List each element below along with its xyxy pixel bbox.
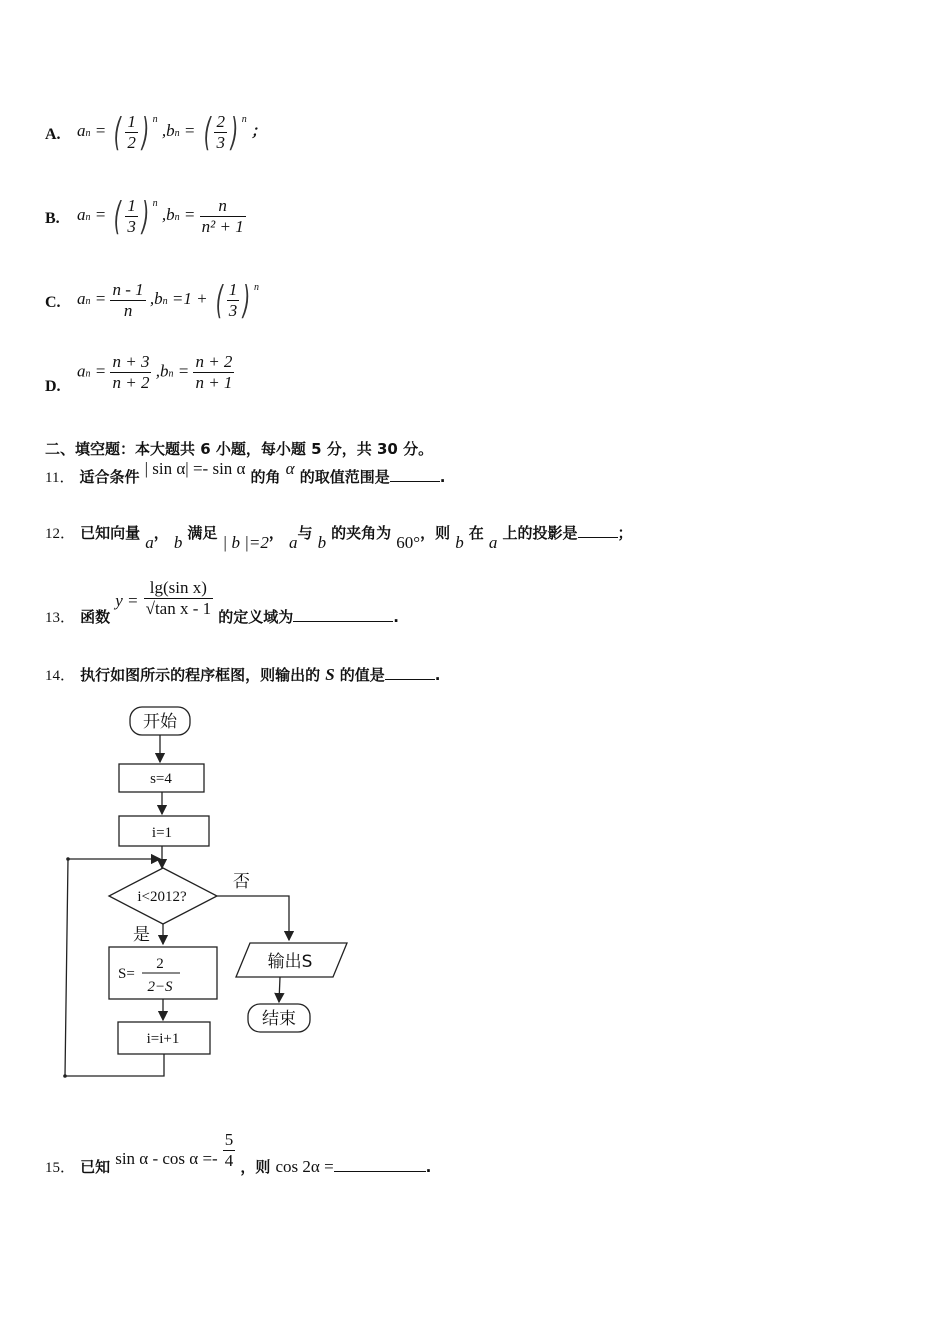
output-label: 输出S — [267, 952, 313, 972]
section-title: 二、填空题：本大题共 6 小题，每小题 5 分，共 30 分。 — [45, 440, 434, 458]
question-14: 14． 执行如图所示的程序框图，则输出的 S 的值是 . — [45, 665, 441, 684]
s-init-label: s=4 — [150, 771, 172, 787]
question-15: 15． 已知 sin α - cos α =- $\frac{5}{4}$ ，则 cos 2α = . — [45, 1130, 432, 1176]
option-label: D. — [45, 378, 61, 395]
option-math: an = ( $\frac{1}{3}$ ) $^n$ ,bn = $\frac{n}{\text{n² + 1}}$ — [77, 194, 244, 238]
question-number: 12． — [45, 526, 76, 542]
incr-label: i=i+1 — [146, 1031, 180, 1047]
question-12: 12． 已知向量 a， b 满足 | b |=2， a与 b 的夹角为 60°，则 b 在 a 上的投影是 ； — [45, 524, 633, 552]
condition-label: i<2012? — [137, 889, 187, 905]
assign-num: 2 — [156, 956, 164, 972]
question-number: 15． — [45, 1160, 76, 1176]
option-label: C. — [45, 294, 61, 311]
option-math: an = $\frac{n + 3}{n + 2}$ ,bn = $\frac{n + 2}{n + 1}$ — [77, 352, 233, 392]
assign-den: 2−S — [147, 979, 173, 995]
yes-label: 是 — [133, 925, 150, 945]
end-label: 结束 — [262, 1009, 296, 1029]
math-expr: | sin α| =- sin α — [144, 459, 246, 478]
question-13: 13． 函数 y = $\frac{\text{lg(sin x)}}{\text{√tan x - 1}}$ 的定义域为 . — [45, 578, 399, 626]
option-label: B. — [45, 210, 60, 227]
option-math: an = ( $\frac{1}{2}$ ) $^n$ ,bn = ( $\frac{2}{3}$ ) $^n$ ； — [77, 110, 267, 154]
option-label: A. — [45, 126, 61, 143]
question-number: 13． — [45, 610, 76, 626]
option-math: an = $\frac{n - 1}{n}$ ,bn =1 + ( $\frac{1}{3}$ ) $^n$ — [77, 278, 260, 322]
assign-prefix: S= — [118, 966, 135, 982]
i-init-label: i=1 — [151, 825, 173, 841]
question-number: 11． — [45, 470, 75, 486]
start-label: 开始 — [143, 712, 177, 732]
answer-blank — [334, 1157, 426, 1172]
question-number: 14． — [45, 668, 76, 684]
question-11: 11． 适合条件 | sin α| =- sin α 的角 α 的取值范围是 . — [45, 459, 446, 486]
no-label: 否 — [233, 872, 250, 892]
